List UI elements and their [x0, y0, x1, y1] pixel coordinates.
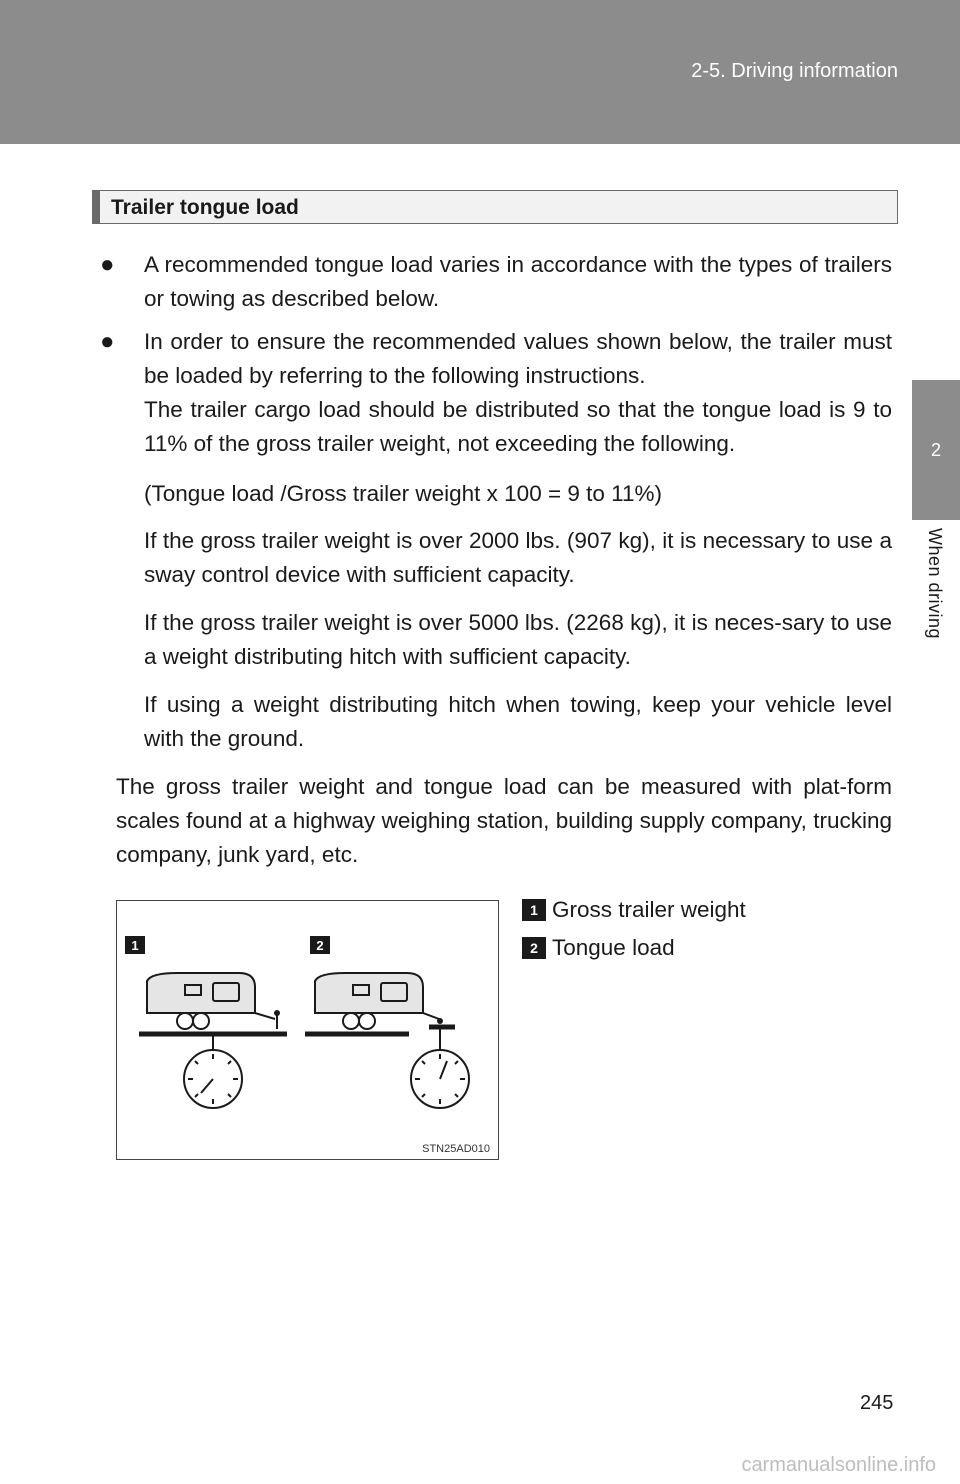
legend-number-2: 2	[522, 937, 546, 959]
chapter-title: 2-5. Driving information	[691, 60, 898, 82]
scale-1-icon	[184, 1050, 242, 1108]
detail-paragraph: The trailer cargo load should be distributed so that the tongue load is 9 to 11% of the gross trailer weight, not exceeding the following.	[144, 397, 892, 456]
section-title: Trailer tongue load	[111, 196, 299, 219]
watermark-text: carmanualsonline.info	[741, 1454, 936, 1476]
trailer-load-illustration	[116, 900, 499, 1160]
bullet-text: In order to ensure the recommended values shown below, the trailer must be loaded by referring to the following instructions.	[144, 329, 892, 388]
chapter-tab-label-text: When driving	[925, 528, 945, 640]
detail-paragraph: If using a weight distributing hitch when towing, keep your vehicle level with the ground.	[144, 692, 892, 751]
trailer-1-icon	[147, 973, 280, 1029]
chapter-tab-number: 2	[912, 380, 960, 520]
legend-item	[522, 895, 746, 925]
detail-paragraph: If the gross trailer weight is over 5000 lbs. (2268 kg), it is neces-sary to use a weight distributing hitch with sufficient capacity.	[144, 610, 892, 669]
body-paragraph: The gross trailer weight and tongue load can be measured with plat-form scales found at a highway weighing station, building supply company, trucking company, junk yard, etc.	[116, 774, 892, 867]
watermark-strip	[0, 1440, 960, 1484]
chapter-tab-label	[912, 520, 960, 680]
legend-item	[522, 933, 675, 963]
section-heading	[92, 190, 898, 224]
svg-text:2: 2	[316, 938, 324, 953]
scale-2-icon	[411, 1050, 469, 1108]
bullet-icon: ●	[100, 328, 115, 355]
bullet-text: A recommended tongue load varies in accordance with the types of trailers or towing as described below.	[144, 252, 892, 311]
detail-paragraph: If the gross trailer weight is over 2000 lbs. (907 kg), it is necessary to use a sway control device with sufficient capacity.	[144, 528, 892, 587]
page-number: 245	[860, 1392, 894, 1414]
legend-label: Gross trailer weight	[552, 897, 746, 922]
figure-code: STN25AD010	[422, 1143, 490, 1155]
svg-text:1: 1	[131, 938, 139, 953]
formula-line: (Tongue load /Gross trailer weight x 100 = 9 to 11%)	[144, 481, 662, 506]
legend-number-1: 1	[522, 899, 546, 921]
legend-label: Tongue load	[552, 935, 675, 960]
section-heading-bar	[93, 191, 100, 223]
bullet-icon: ●	[100, 251, 115, 278]
trailer-2-icon	[315, 973, 443, 1029]
page-header	[0, 0, 960, 144]
illustration-svg	[117, 901, 500, 1161]
